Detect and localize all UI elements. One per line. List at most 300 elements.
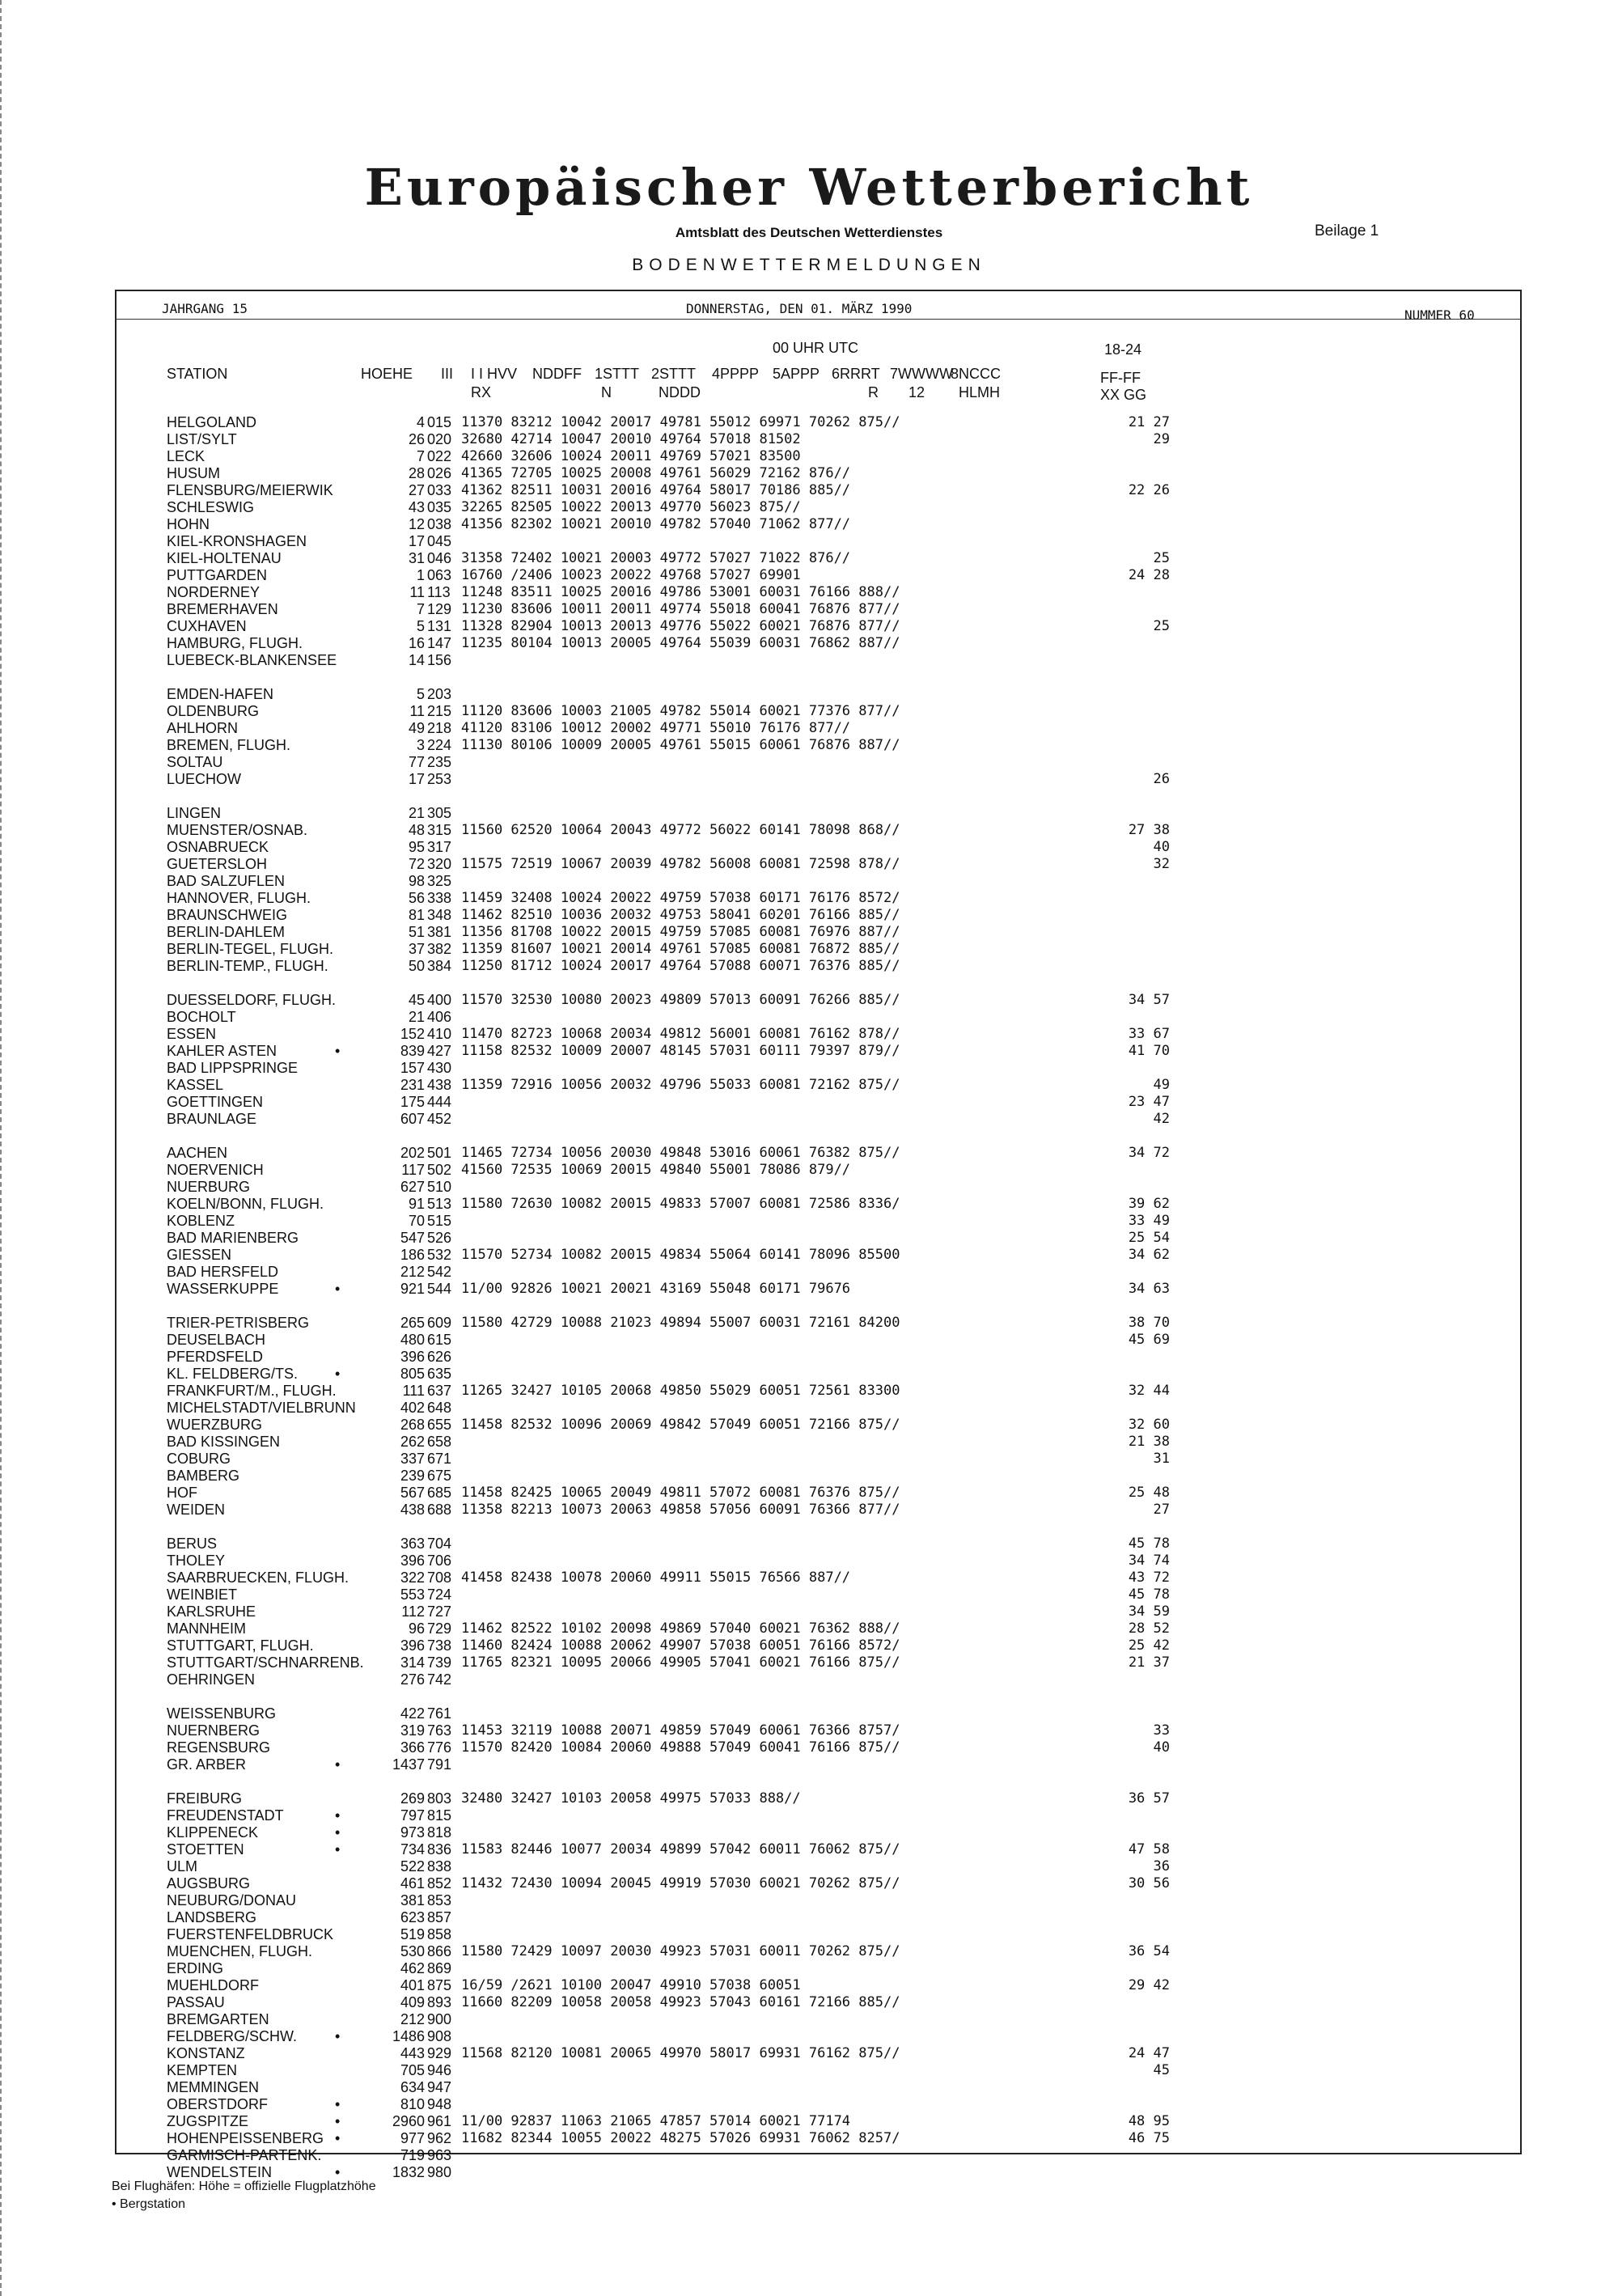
station-number: 853 bbox=[427, 1892, 452, 1908]
table-row bbox=[0, 1281, 1618, 1297]
synop-code: 32480 32427 10103 20058 49975 57033 888// bbox=[461, 1790, 801, 1807]
synop-code: 41560 72535 10069 20015 49840 55001 78086 879// bbox=[461, 1162, 851, 1178]
beilage-label: Beilage 1 bbox=[1315, 222, 1379, 239]
table-row bbox=[0, 550, 1618, 566]
station-height: 839 bbox=[400, 1043, 425, 1059]
mountain-marker: • bbox=[335, 1043, 341, 1059]
station-name: NUERNBERG bbox=[167, 1722, 260, 1739]
table-row bbox=[0, 1417, 1618, 1433]
synop-code: 11459 32408 10024 20022 49759 57038 60171 76176 8572/ bbox=[461, 890, 900, 906]
station-height: 530 bbox=[400, 1943, 425, 1959]
wind-gust: 23 47 bbox=[1128, 1094, 1170, 1110]
table-row bbox=[0, 1009, 1618, 1025]
table-row bbox=[0, 1366, 1618, 1382]
station-name: FREIBURG bbox=[167, 1790, 243, 1807]
station-height: 17 bbox=[408, 771, 425, 787]
table-row bbox=[0, 1468, 1618, 1484]
station-height: 1832 bbox=[392, 2164, 425, 2180]
synop-code: 32680 42714 10047 20010 49764 57018 81502 bbox=[461, 431, 801, 447]
station-name: BAD LIPPSPRINGE bbox=[167, 1060, 299, 1076]
station-height: 175 bbox=[400, 1094, 425, 1110]
station-number: 020 bbox=[427, 431, 452, 447]
station-number: 501 bbox=[427, 1145, 452, 1161]
station-height: 366 bbox=[400, 1739, 425, 1756]
station-height: 396 bbox=[400, 1553, 425, 1569]
station-number: 224 bbox=[427, 737, 452, 753]
station-height: 72 bbox=[408, 856, 425, 872]
station-number: 742 bbox=[427, 1671, 452, 1688]
station-number: 406 bbox=[427, 1009, 452, 1025]
table-row bbox=[0, 1434, 1618, 1450]
station-name: BREMERHAVEN bbox=[167, 601, 278, 617]
station-number: 706 bbox=[427, 1553, 452, 1569]
wind-gust: 36 57 bbox=[1128, 1790, 1170, 1807]
footnote-airport-height: Bei Flughäfen: Höhe = offizielle Flugplatzhöhe bbox=[112, 2180, 376, 2193]
table-row bbox=[0, 1739, 1618, 1756]
table-row bbox=[0, 1994, 1618, 2010]
station-height: 14 bbox=[408, 652, 425, 668]
station-number: 947 bbox=[427, 2079, 452, 2095]
station-name: BERUS bbox=[167, 1536, 218, 1552]
station-number: 063 bbox=[427, 567, 452, 583]
col-7wwww: 7WWWW bbox=[890, 366, 953, 382]
wind-gust: 32 bbox=[1153, 856, 1170, 872]
wind-gust: 45 69 bbox=[1128, 1332, 1170, 1348]
page-subtitle: Amtsblatt des Deutschen Wetterdienstes bbox=[675, 225, 943, 240]
station-height: 212 bbox=[400, 1264, 425, 1280]
station-height: 973 bbox=[400, 1824, 425, 1841]
wind-gust: 45 bbox=[1153, 2062, 1170, 2078]
station-height: 91 bbox=[408, 1196, 425, 1212]
station-height: 396 bbox=[400, 1637, 425, 1654]
mountain-marker: • bbox=[335, 2130, 341, 2146]
station-name: FELDBERG/SCHW. bbox=[167, 2028, 298, 2044]
station-height: 98 bbox=[408, 873, 425, 889]
synop-code: 32265 82505 10022 20013 49770 56023 875// bbox=[461, 499, 801, 515]
station-name: OSNABRUECK bbox=[167, 839, 269, 855]
station-number: 215 bbox=[427, 703, 452, 719]
station-number: 739 bbox=[427, 1654, 452, 1671]
station-name: LANDSBERG bbox=[167, 1909, 257, 1925]
col-1sttt-sub: N bbox=[601, 384, 612, 400]
station-height: 438 bbox=[400, 1502, 425, 1518]
station-number: 626 bbox=[427, 1349, 452, 1365]
wind-gust: 49 bbox=[1153, 1077, 1170, 1093]
station-number: 900 bbox=[427, 2011, 452, 2027]
station-name: STUTTGART/SCHNARRENB. bbox=[167, 1654, 364, 1671]
station-number: 838 bbox=[427, 1858, 452, 1875]
station-number: 791 bbox=[427, 1756, 452, 1773]
table-row bbox=[0, 754, 1618, 770]
synop-code: 11130 80106 10009 20005 49761 55015 60061 76876 887// bbox=[461, 737, 900, 753]
station-number: 131 bbox=[427, 618, 452, 634]
mountain-marker: • bbox=[335, 2113, 341, 2129]
table-row bbox=[0, 2164, 1618, 2180]
col-wind-ff: FF-FF bbox=[1100, 370, 1141, 386]
station-number: 893 bbox=[427, 1994, 452, 2010]
col-wind-xx: XX GG bbox=[1100, 387, 1147, 403]
table-row bbox=[0, 1349, 1618, 1365]
table-row bbox=[0, 1315, 1618, 1331]
wind-gust: 45 78 bbox=[1128, 1586, 1170, 1603]
time-label: 00 UHR UTC bbox=[773, 340, 859, 356]
table-row bbox=[0, 924, 1618, 940]
station-name: KASSEL bbox=[167, 1077, 224, 1093]
station-height: 12 bbox=[408, 516, 425, 532]
station-number: 320 bbox=[427, 856, 452, 872]
wind-gust: 33 49 bbox=[1128, 1213, 1170, 1229]
date-label: DONNERSTAG, DEN 01. MÄRZ 1990 bbox=[686, 301, 913, 316]
station-height: 56 bbox=[408, 890, 425, 906]
station-name: LUECHOW bbox=[167, 771, 242, 787]
station-name: FREUDENSTADT bbox=[167, 1807, 284, 1824]
synop-code: 41362 82511 10031 20016 49764 58017 70186 885// bbox=[461, 482, 851, 498]
station-name: KL. FELDBERG/TS. bbox=[167, 1366, 299, 1382]
station-name: KONSTANZ bbox=[167, 2045, 245, 2061]
station-height: 553 bbox=[400, 1586, 425, 1603]
station-height: 797 bbox=[400, 1807, 425, 1824]
station-name: MUEHLDORF bbox=[167, 1977, 260, 1993]
wind-gust: 26 bbox=[1153, 771, 1170, 787]
col-2sttt-sub: NDDD bbox=[659, 384, 701, 400]
station-number: 852 bbox=[427, 1875, 452, 1891]
table-row bbox=[0, 1400, 1618, 1416]
station-height: 805 bbox=[400, 1366, 425, 1382]
station-number: 929 bbox=[427, 2045, 452, 2061]
station-number: 946 bbox=[427, 2062, 452, 2078]
station-number: 688 bbox=[427, 1502, 452, 1518]
table-row bbox=[0, 1502, 1618, 1518]
station-number: 033 bbox=[427, 482, 452, 498]
station-number: 348 bbox=[427, 907, 452, 923]
station-name: HOF bbox=[167, 1485, 197, 1501]
station-number: 235 bbox=[427, 754, 452, 770]
station-number: 685 bbox=[427, 1485, 452, 1501]
station-name: PFERDSFELD bbox=[167, 1349, 264, 1365]
station-number: 035 bbox=[427, 499, 452, 515]
station-number: 317 bbox=[427, 839, 452, 855]
station-number: 515 bbox=[427, 1213, 452, 1229]
station-name: NORDERNEY bbox=[167, 584, 260, 600]
wind-gust: 42 bbox=[1153, 1111, 1170, 1127]
station-height: 231 bbox=[400, 1077, 425, 1093]
table-row bbox=[0, 431, 1618, 447]
synop-code: 11/00 92826 10021 20021 43169 55048 60171 79676 bbox=[461, 1281, 851, 1297]
table-row bbox=[0, 652, 1618, 668]
station-number: 384 bbox=[427, 958, 452, 974]
station-name: MANNHEIM bbox=[167, 1620, 246, 1637]
station-name: FLENSBURG/MEIERWIK bbox=[167, 482, 333, 498]
table-row bbox=[0, 822, 1618, 838]
station-name: WEISSENBURG bbox=[167, 1705, 277, 1722]
wind-gust: 33 67 bbox=[1128, 1026, 1170, 1042]
station-name: KLIPPENECK bbox=[167, 1824, 259, 1841]
table-row bbox=[0, 1824, 1618, 1841]
synop-code: 11453 32119 10088 20071 49859 57049 60061 76366 8757/ bbox=[461, 1722, 900, 1739]
table-row bbox=[0, 618, 1618, 634]
synop-code: 11359 72916 10056 20032 49796 55033 60081 72162 875// bbox=[461, 1077, 900, 1093]
station-number: 513 bbox=[427, 1196, 452, 1212]
synop-code: 11465 72734 10056 20030 49848 53016 60061 76382 875// bbox=[461, 1145, 900, 1161]
station-height: 401 bbox=[400, 1977, 425, 1993]
synop-code: 11458 82532 10096 20069 49842 57049 60051 72166 875// bbox=[461, 1417, 900, 1433]
table-row bbox=[0, 1043, 1618, 1059]
synop-code: 41120 83106 10012 20002 49771 55010 76176 877// bbox=[461, 720, 851, 736]
station-number: 637 bbox=[427, 1383, 452, 1399]
station-name: WENDELSTEIN bbox=[167, 2164, 273, 2180]
station-height: 1486 bbox=[392, 2028, 425, 2044]
table-row bbox=[0, 1553, 1618, 1569]
station-name: NOERVENICH bbox=[167, 1162, 264, 1178]
station-height: 7 bbox=[416, 448, 425, 464]
table-row bbox=[0, 1247, 1618, 1263]
table-row bbox=[0, 2028, 1618, 2044]
station-number: 858 bbox=[427, 1926, 452, 1942]
synop-code: 11575 72519 10067 20039 49782 56008 60081 72598 878// bbox=[461, 856, 900, 872]
station-name: AHLHORN bbox=[167, 720, 239, 736]
station-number: 510 bbox=[427, 1179, 452, 1195]
table-row bbox=[0, 1213, 1618, 1229]
number-label: NUMMER 60 bbox=[1404, 307, 1475, 323]
station-height: 1 bbox=[416, 567, 425, 583]
station-height: 623 bbox=[400, 1909, 425, 1925]
synop-code: 11462 82522 10102 20098 49869 57040 60021 76362 888// bbox=[461, 1620, 900, 1637]
station-number: 738 bbox=[427, 1637, 452, 1654]
table-row bbox=[0, 1722, 1618, 1739]
synop-code: 11265 32427 10105 20068 49850 55029 60051 72561 83300 bbox=[461, 1383, 900, 1399]
wind-gust: 25 54 bbox=[1128, 1230, 1170, 1246]
station-height: 45 bbox=[408, 992, 425, 1008]
synop-code: 11570 52734 10082 20015 49834 55064 60141 78096 85500 bbox=[461, 1247, 900, 1263]
station-number: 430 bbox=[427, 1060, 452, 1076]
station-name: BAMBERG bbox=[167, 1468, 240, 1484]
station-name: HOHN bbox=[167, 516, 210, 532]
station-number: 615 bbox=[427, 1332, 452, 1348]
table-row bbox=[0, 1094, 1618, 1110]
synop-code: 11358 82213 10073 20063 49858 57056 60091 76366 877// bbox=[461, 1502, 900, 1518]
table-row bbox=[0, 1162, 1618, 1178]
station-name: BERLIN-TEMP., FLUGH. bbox=[167, 958, 328, 974]
station-name: BREMGARTEN bbox=[167, 2011, 269, 2027]
synop-code: 11432 72430 10094 20045 49919 57030 60021 70262 875// bbox=[461, 1875, 900, 1891]
station-number: 948 bbox=[427, 2096, 452, 2112]
station-height: 921 bbox=[400, 1281, 425, 1297]
station-height: 719 bbox=[400, 2147, 425, 2163]
synop-code: 41458 82438 10078 20060 49911 55015 76566 887// bbox=[461, 1569, 851, 1586]
wind-gust: 25 bbox=[1153, 550, 1170, 566]
station-name: DUESSELDORF, FLUGH. bbox=[167, 992, 337, 1008]
station-number: 338 bbox=[427, 890, 452, 906]
table-row bbox=[0, 1179, 1618, 1195]
station-height: 21 bbox=[408, 1009, 425, 1025]
station-name: LUEBECK-BLANKENSEE bbox=[167, 652, 337, 668]
station-height: 337 bbox=[400, 1451, 425, 1467]
page-title: Europäischer Wetterbericht bbox=[364, 158, 1254, 217]
mountain-marker: • bbox=[335, 1807, 341, 1824]
station-height: 21 bbox=[408, 805, 425, 821]
station-number: 045 bbox=[427, 533, 452, 549]
station-height: 268 bbox=[400, 1417, 425, 1433]
station-name: ESSEN bbox=[167, 1026, 217, 1042]
station-name: SOLTAU bbox=[167, 754, 223, 770]
station-name: KARLSRUHE bbox=[167, 1603, 256, 1620]
table-row bbox=[0, 1383, 1618, 1399]
station-height: 28 bbox=[408, 465, 425, 481]
station-name: BRAUNSCHWEIG bbox=[167, 907, 288, 923]
station-name: GOETTINGEN bbox=[167, 1094, 264, 1110]
station-height: 322 bbox=[400, 1569, 425, 1586]
station-name: KAHLER ASTEN bbox=[167, 1043, 277, 1059]
station-height: 409 bbox=[400, 1994, 425, 2010]
table-row bbox=[0, 1196, 1618, 1212]
table-row bbox=[0, 771, 1618, 787]
station-number: 526 bbox=[427, 1230, 452, 1246]
station-height: 77 bbox=[408, 754, 425, 770]
station-name: DEUSELBACH bbox=[167, 1332, 266, 1348]
table-row bbox=[0, 1060, 1618, 1076]
station-name: BAD MARIENBERG bbox=[167, 1230, 299, 1246]
wind-gust: 34 59 bbox=[1128, 1603, 1170, 1620]
table-row bbox=[0, 856, 1618, 872]
table-row bbox=[0, 465, 1618, 481]
station-height: 480 bbox=[400, 1332, 425, 1348]
table-row bbox=[0, 737, 1618, 753]
station-name: LIST/SYLT bbox=[167, 431, 237, 447]
table-row bbox=[0, 1705, 1618, 1722]
mountain-marker: • bbox=[335, 1824, 341, 1841]
table-row bbox=[0, 992, 1618, 1008]
station-name: KOBLENZ bbox=[167, 1213, 235, 1229]
wind-gust: 21 27 bbox=[1128, 414, 1170, 430]
table-row bbox=[0, 1637, 1618, 1654]
col-station: STATION bbox=[167, 366, 228, 382]
station-name: AACHEN bbox=[167, 1145, 228, 1161]
footnote-mountain-station: • Bergstation bbox=[112, 2197, 185, 2211]
station-number: 761 bbox=[427, 1705, 452, 1722]
station-number: 315 bbox=[427, 822, 452, 838]
station-number: 305 bbox=[427, 805, 452, 821]
station-name: BERLIN-TEGEL, FLUGH. bbox=[167, 941, 334, 957]
col-2sttt: 2STTT bbox=[651, 366, 697, 382]
station-number: 218 bbox=[427, 720, 452, 736]
station-height: 319 bbox=[400, 1722, 425, 1739]
synop-code: 11/00 92837 11063 21065 47857 57014 60021 77174 bbox=[461, 2113, 851, 2129]
station-height: 462 bbox=[400, 1960, 425, 1976]
mountain-marker: • bbox=[335, 2028, 341, 2044]
station-height: 567 bbox=[400, 1485, 425, 1501]
table-row bbox=[0, 1756, 1618, 1773]
wind-gust: 28 52 bbox=[1128, 1620, 1170, 1637]
table-row bbox=[0, 2113, 1618, 2129]
wind-gust: 47 58 bbox=[1128, 1841, 1170, 1858]
station-height: 16 bbox=[408, 635, 425, 651]
station-height: 26 bbox=[408, 431, 425, 447]
table-row bbox=[0, 448, 1618, 464]
station-name: MUENSTER/OSNAB. bbox=[167, 822, 308, 838]
station-name: NEUBURG/DONAU bbox=[167, 1892, 297, 1908]
station-height: 95 bbox=[408, 839, 425, 855]
station-number: 815 bbox=[427, 1807, 452, 1824]
station-name: KEMPTEN bbox=[167, 2062, 238, 2078]
station-number: 857 bbox=[427, 1909, 452, 1925]
table-row bbox=[0, 2096, 1618, 2112]
station-name: THOLEY bbox=[167, 1553, 226, 1569]
station-height: 634 bbox=[400, 2079, 425, 2095]
table-row bbox=[0, 1586, 1618, 1603]
jahrgang-label: JAHRGANG 15 bbox=[162, 301, 248, 316]
synop-code: 11580 72429 10097 20030 49923 57031 60011 70262 875// bbox=[461, 1943, 900, 1959]
station-height: 111 bbox=[402, 1383, 425, 1399]
header-divider bbox=[115, 319, 1522, 320]
station-height: 186 bbox=[400, 1247, 425, 1263]
station-height: 1437 bbox=[392, 1756, 425, 1773]
station-name: ZUGSPITZE bbox=[167, 2113, 249, 2129]
wind-gust: 29 42 bbox=[1128, 1977, 1170, 1993]
col-nddff: NDDFF bbox=[532, 366, 582, 382]
wind-gust: 29 bbox=[1153, 431, 1170, 447]
station-height: 422 bbox=[400, 1705, 425, 1722]
synop-code: 11765 82321 10095 20066 49905 57041 60021 76166 875// bbox=[461, 1654, 900, 1671]
table-row bbox=[0, 2011, 1618, 2027]
col-7wwww-sub: 12 bbox=[909, 384, 925, 400]
station-number: 727 bbox=[427, 1603, 452, 1620]
station-number: 708 bbox=[427, 1569, 452, 1586]
station-name: OLDENBURG bbox=[167, 703, 260, 719]
station-height: 2960 bbox=[392, 2113, 425, 2129]
station-height: 27 bbox=[408, 482, 425, 498]
table-row bbox=[0, 1485, 1618, 1501]
synop-code: 11460 82424 10088 20062 49907 57038 60051 76166 8572/ bbox=[461, 1637, 900, 1654]
table-row bbox=[0, 533, 1618, 549]
synop-code: 11356 81708 10022 20015 49759 57085 60081 76976 887// bbox=[461, 924, 900, 940]
synop-code: 11250 81712 10024 20017 49764 57088 60071 76376 885// bbox=[461, 958, 900, 974]
synop-code: 11560 62520 10064 20043 49772 56022 60141 78098 868// bbox=[461, 822, 900, 838]
table-row bbox=[0, 907, 1618, 923]
wind-gust: 31 bbox=[1153, 1451, 1170, 1467]
station-height: 49 bbox=[408, 720, 425, 736]
mountain-marker: • bbox=[335, 2096, 341, 2112]
station-height: 17 bbox=[408, 533, 425, 549]
station-height: 70 bbox=[408, 1213, 425, 1229]
station-height: 5 bbox=[416, 686, 425, 702]
station-height: 705 bbox=[400, 2062, 425, 2078]
station-number: 648 bbox=[427, 1400, 452, 1416]
table-row bbox=[0, 1960, 1618, 1976]
table-row bbox=[0, 1858, 1618, 1875]
station-name: BERLIN-DAHLEM bbox=[167, 924, 286, 940]
station-name: GR. ARBER bbox=[167, 1756, 247, 1773]
wind-gust: 32 60 bbox=[1128, 1417, 1170, 1433]
wind-gust: 27 bbox=[1153, 1502, 1170, 1518]
station-height: 43 bbox=[408, 499, 425, 515]
col-wind-period: 18-24 bbox=[1104, 341, 1142, 358]
station-height: 7 bbox=[416, 601, 425, 617]
station-height: 314 bbox=[400, 1654, 425, 1671]
table-row bbox=[0, 873, 1618, 889]
station-number: 325 bbox=[427, 873, 452, 889]
table-row bbox=[0, 720, 1618, 736]
table-row bbox=[0, 2062, 1618, 2078]
wind-gust: 34 74 bbox=[1128, 1553, 1170, 1569]
table-row bbox=[0, 1943, 1618, 1959]
col-4pppp: 4PPPP bbox=[712, 366, 760, 382]
station-name: ERDING bbox=[167, 1960, 224, 1976]
station-name: WEIDEN bbox=[167, 1502, 225, 1518]
table-row bbox=[0, 1111, 1618, 1127]
station-name: MICHELSTADT/VIELBRUNN bbox=[167, 1400, 356, 1416]
station-number: 382 bbox=[427, 941, 452, 957]
station-name: GARMISCH-PARTENK. bbox=[167, 2147, 322, 2163]
